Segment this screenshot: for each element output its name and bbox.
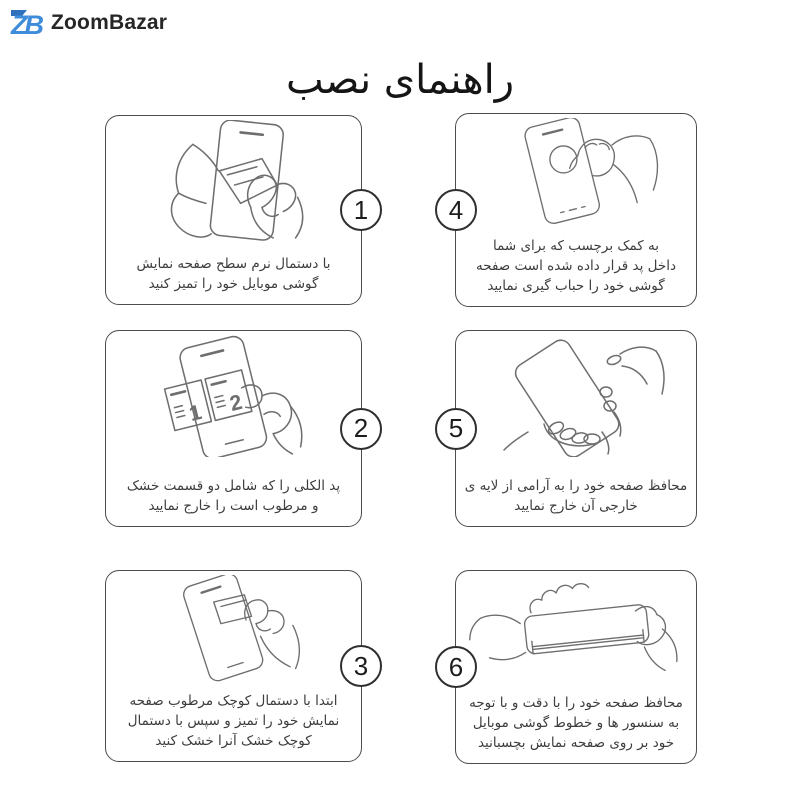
step-number-badge: 3 — [340, 645, 382, 687]
caption-line: داخل پد قرار داده شده است صفحه — [476, 258, 676, 274]
step-card-5 — [448, 330, 697, 527]
picking-hand — [242, 385, 302, 454]
alcohol-pad-2 — [205, 370, 252, 421]
step-card-2 — [105, 330, 369, 527]
pinching-hand — [600, 347, 664, 436]
zoombazar-logo-icon — [10, 8, 46, 38]
step-card-3 — [105, 570, 369, 762]
step-card-6 — [448, 570, 697, 764]
caption-line: محافظ صفحه خود را با دقت و با توجه — [469, 695, 683, 711]
caption-line: خارجی آن خارج نمایید — [514, 498, 638, 514]
caption-line: به سنسور ها و خطوط گوشی موبایل — [472, 715, 680, 731]
caption-line: و مرطوب است را خارج نمایید — [148, 498, 319, 514]
caption-line: با دستمال نرم سطح صفحه نمایش — [136, 256, 331, 272]
left-hand — [470, 584, 589, 660]
step-number-badge: 6 — [435, 646, 477, 688]
step2-caption — [106, 476, 361, 516]
bubble-sticker — [550, 146, 577, 173]
step1-caption — [106, 254, 361, 294]
step6-caption — [456, 693, 696, 753]
phone-outline — [523, 118, 601, 225]
caption-line: کوچک خشک آنرا خشک کنید — [155, 733, 312, 749]
phone-outline — [181, 575, 265, 683]
step4-caption — [456, 236, 696, 296]
caption-line: گوشی موبایل خود را تمیز کنید — [148, 276, 319, 292]
wiping-hand — [245, 600, 300, 669]
caption-line: گوشی خود را حباب گیری نمایید — [487, 278, 665, 294]
step4-bubble-sticker-illustration — [456, 118, 696, 226]
pressing-hand — [570, 136, 658, 203]
page-title: راهنمای نصب — [285, 56, 515, 103]
step3-caption — [106, 691, 361, 751]
caption-line: نمایش خود را تمیز و سپس با دستمال — [127, 713, 340, 729]
caption-line: محافظ صفحه خود را به آرامی از لایه ی — [464, 478, 688, 494]
step-card-1 — [105, 115, 369, 305]
holding-hand — [504, 420, 609, 454]
logo-monogram: ZB — [11, 10, 41, 38]
step1-clean-with-cloth-illustration — [106, 120, 361, 242]
phone-and-protector-outline — [524, 604, 650, 654]
step6-apply-protector-illustration — [456, 575, 696, 683]
pad-number-1: 1 — [186, 399, 205, 427]
step-number-badge: 5 — [435, 408, 477, 450]
caption-line: پد الکلی را که شامل دو قسمت خشک — [126, 478, 341, 494]
caption-line: به کمک برچسب که برای شما — [492, 238, 660, 254]
caption-line: ابتدا با دستمال کوچک مرطوب صفحه — [129, 693, 338, 709]
caption-line: خود بر روی صفحه نمایش بچسبانید — [477, 735, 675, 751]
step-number-badge: 1 — [340, 189, 382, 231]
step2-alcohol-pads-illustration — [106, 335, 361, 457]
step5-peel-layer-illustration — [456, 335, 696, 457]
logo-text: ZoomBazar — [51, 11, 168, 34]
step5-caption — [456, 476, 696, 516]
step3-small-cloth-illustration — [106, 575, 361, 683]
pad-number-2: 2 — [227, 389, 245, 416]
step-card-4 — [448, 113, 697, 307]
phone-outline — [209, 120, 284, 241]
step-number-badge: 4 — [435, 189, 477, 231]
step-number-badge: 2 — [340, 408, 382, 450]
logo — [10, 8, 167, 38]
